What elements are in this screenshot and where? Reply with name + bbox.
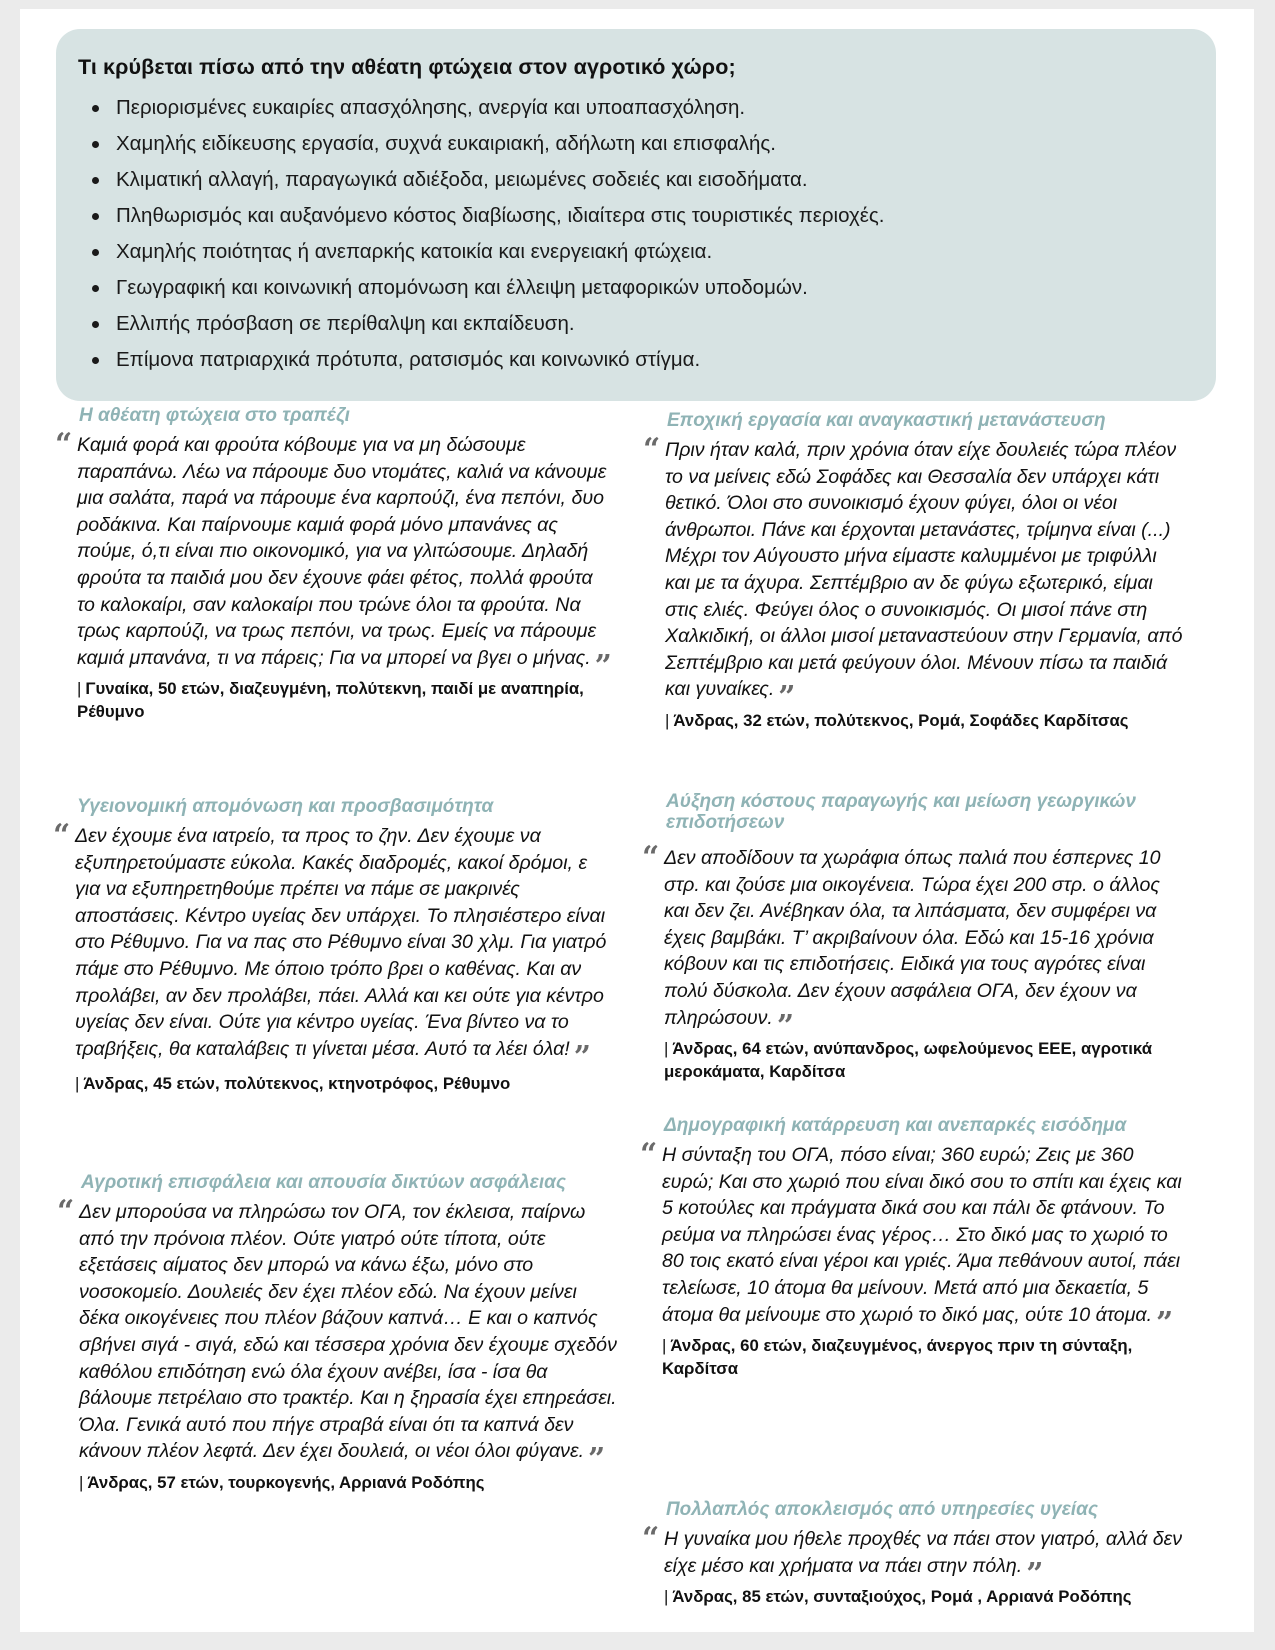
bullet-icon bbox=[92, 213, 99, 220]
bullet-icon bbox=[92, 249, 99, 256]
document-page bbox=[20, 9, 1254, 1632]
intro-bullet: Πληθωρισμός και αυξανόμενο κόστος διαβίωσης, ιδιαίτερα στις τουριστικές περιοχές. bbox=[92, 198, 1194, 234]
intro-bullet: Γεωγραφική και κοινωνική απομόνωση και έλλειψη μεταφορικών υποδομών. bbox=[92, 270, 1194, 306]
section-title: Η αθέατη φτώχεια στο τραπέζι bbox=[79, 405, 350, 426]
intro-bullet: Περιορισμένες ευκαιρίες απασχόλησης, ανεργία και υποαπασχόληση. bbox=[92, 90, 1194, 126]
intro-box bbox=[56, 29, 1216, 401]
quote-section-health-isolation bbox=[53, 796, 613, 1095]
quote-attribution: | Γυναίκα, 50 ετών, διαζευγμένη, πολύτεκνη, παιδί με αναπηρία, Ρέθυμνο bbox=[77, 679, 584, 722]
close-quote-icon: ” bbox=[1156, 1305, 1174, 1341]
quote-section-production-costs bbox=[642, 791, 1182, 1083]
bullet-icon bbox=[92, 285, 99, 292]
section-title: Δημογραφική κατάρρευση και ανεπαρκές εισόδημα bbox=[664, 1115, 1127, 1136]
section-title: Αγροτική επισφάλεια και απουσία δικτύων ασφάλειας bbox=[81, 1172, 567, 1193]
quote-text: “ Δεν μπορούσα να πληρώσω τον ΟΓΑ, τον έκλεισα, παίρνω από την πρόνοια πλέον. Ούτε γιατρό ούτε τίποτα, ούτε εξετάσεις αίματος δεν μπορώ να κάνω έξω, μόνο στο νοσοκομείο. Δουλειές δεν έχει πλέον εδώ. Να έχουν μείνει δέκα οικογένειες που πλέον βάζουν καπνά… Ε και ο καπνός σβήνει σιγά - σιγά, εδώ και τέσσερα χρόνια δεν έχουμε σχεδόν καθόλου επιδότηση ενώ όλα έχουν ανέβει, ίσα - ίσα θα βάλουμε πετρέλαιο στο τρακτέρ. Και η ξηρασία έχει επηρεάσει. Όλα. Γενικά αυτό που πήγε στραβά είναι ότι τα καπνά δεν κάνουν πλέον λεφτά. Δεν έχει δουλειά, οι νέοι όλοι φύγανε. ” bbox=[57, 1194, 617, 1478]
open-quote-icon: “ bbox=[57, 1194, 75, 1229]
intro-bullet: Κλιματική αλλαγή, παραγωγικά αδιέξοδα, μειωμένες σοδειές και εισοδήματα. bbox=[92, 162, 1194, 198]
quote-attribution: | Άνδρας, 85 ετών, συνταξιούχος, Ρομά , Αρριανά Ροδόπης bbox=[664, 1587, 1132, 1607]
intro-bullet: Ελλιπής πρόσβαση σε περίθαλψη και εκπαίδευση. bbox=[92, 306, 1194, 342]
section-title: Υγειονομική απομόνωση και προσβασιμότητα bbox=[77, 796, 494, 817]
intro-bullet: Επίμονα πατριαρχικά πρότυπα, ρατσισμός και κοινωνικό στίγμα. bbox=[92, 342, 1194, 378]
close-quote-icon: ” bbox=[776, 1008, 795, 1044]
quote-section-seasonal-work bbox=[643, 410, 1183, 732]
close-quote-icon: ” bbox=[778, 680, 796, 716]
quote-text: “ Πριν ήταν καλά, πριν χρόνια όταν είχε δουλειές τώρα πλέον το να μείνεις εδώ Σοφάδες και Θεσσαλία δεν υπάρχει κάτι θετικό. Όλοι στο συνοικισμό έχουν φύγει, όλοι οι νέοι άνθρωποι. Πάνε και έρχονται μετανάστες, τρίμηνα είναι (...) Μέχρι τον Αύγουστο μήνα είμαστε καλυμμένοι με τριφύλλι και με τα άχυρα. Σεπτέμβριο αν δε φύγω εξωτερικό, είμαι στις ελιές. Φεύγει όλος ο συνοικισμός. Οι μισοί πάνε στη Χαλκιδική, οι άλλοι μισοί μεταναστεύουν στην Γερμανία, από Σεπτέμβριο και μετά φεύγουν όλοι. Μένουν πίσω τα παιδιά και γυναίκες. ” bbox=[643, 432, 1183, 716]
open-quote-icon: “ bbox=[642, 840, 660, 875]
intro-title: Τι κρύβεται πίσω από την αθέατη φτώχεια στον αγροτικό χώρο; bbox=[78, 55, 736, 79]
quote-attribution: | Άνδρας, 64 ετών, ανύπανδρος, ωφελούμενος ΕΕΕ, αγροτικά μεροκάματα, Καρδίτσα bbox=[664, 1039, 1153, 1082]
quote-text: “ Δεν αποδίδουν τα χωράφια όπως παλιά που έσπερνες 10 στρ. και ζούσε μια οικογένεια. Τώρα έχει 200 στρ. ο άλλος και δεν ζει. Ανέβηκαν όλα, τα λιπάσματα, δεν συμφέρει να έχεις βαμβάκι. Τ’ ακριβαίνουν όλα. Εδώ και 15-16 χρόνια κόβουν και τις επιδοτήσεις. Ειδικά για τους αγρότες είναι πολύ δύσκολα. Δεν έχουν ασφάλεια ΟΓΑ, δεν έχουν να πληρώσουν. ” bbox=[642, 840, 1161, 1044]
bullet-icon bbox=[92, 105, 99, 112]
close-quote-icon: ” bbox=[594, 648, 612, 684]
open-quote-icon: “ bbox=[55, 427, 73, 462]
quote-attribution: | Άνδρας, 57 ετών, τουρκογενής, Αρριανά Ροδόπης bbox=[79, 1472, 485, 1492]
open-quote-icon: “ bbox=[642, 1521, 660, 1556]
intro-bullet: Χαμηλής ειδίκευσης εργασία, συχνά ευκαιριακή, αδήλωτη και επισφαλής. bbox=[92, 126, 1194, 162]
close-quote-icon: ” bbox=[1026, 1556, 1044, 1592]
open-quote-icon: “ bbox=[640, 1137, 658, 1172]
open-quote-icon: “ bbox=[53, 818, 71, 853]
quote-text: “ Δεν έχουμε ένα ιατρείο, τα προς το ζην. Δεν έχουμε να εξυπηρετούμαστε εύκολα. Κακές διαδρομές, κακοί δρόμοι, ε για να εξυπηρετηθούμε πρέπει να πάμε σε μακρινές αποστάσεις. Κέντρο υγείας δεν υπάρχει. Το πλησιέστερο είναι στο Ρέθυμνο. Για να πας στο Ρέθυμνο είναι 30 χλμ. Για γιατρό πάμε στο Ρέθυμνο. Με όποιο τρόπο βρει ο καθένας. Και αν προλάβει, αν δεν προλάβει, πάει. Αλλά και κει ούτε για κέντρο υγείας δεν είναι. Ούτε για κέντρο υγείας. Ένα βίντεο να το τραβήξεις, θα καταλάβεις τι γίνεται μέσα. Αυτό τα λέει όλα! ” bbox=[53, 818, 607, 1075]
intro-bullet-list bbox=[78, 90, 1194, 378]
quote-section-health-exclusion bbox=[642, 1499, 1192, 1608]
quote-attribution: | Άνδρας, 60 ετών, διαζευγμένος, άνεργος πριν τη σύνταξη, Καρδίτσα bbox=[662, 1336, 1133, 1379]
close-quote-icon: ” bbox=[573, 1039, 591, 1075]
bullet-icon bbox=[92, 357, 99, 364]
quote-attribution: | Άνδρας, 45 ετών, πολύτεκνος, κτηνοτρόφος, Ρέθυμνο bbox=[75, 1074, 511, 1094]
quote-text: “ Η σύνταξη του ΟΓΑ, πόσο είναι; 360 ευρώ; Ζεις με 360 ευρώ; Και στο χωριό που είναι δικό σου το σπίτι και έχεις και 5 κοτούλες και πράγματα δικά σου και πάλι δε φτάνουν. Το ρεύμα να πληρώσει ένας γέρος… Στο δικό μας το χωριό το 80 τοις εκατό είναι γέροι και γριές. Άμα πεθάνουν αυτοί, πάει τελείωσε, 10 άτομα θα μείνουν. Μετά από μια δεκαετία, 5 άτομα θα μείνουμε στο χωριό το δικό μας, ούτε 10 άτομα. ” bbox=[640, 1137, 1182, 1341]
intro-bullet: Χαμηλής ποιότητας ή ανεπαρκής κατοικία και ενεργειακή φτώχεια. bbox=[92, 234, 1194, 270]
section-title: Πολλαπλός αποκλεισμός από υπηρεσίες υγείας bbox=[666, 1499, 1098, 1520]
section-title: Εποχική εργασία και αναγκαστική μετανάστευση bbox=[667, 410, 1106, 431]
quote-section-food bbox=[55, 405, 615, 723]
quote-section-demographic-collapse bbox=[640, 1115, 1190, 1380]
section-title: Αύξηση κόστους παραγωγής και μείωση γεωργικών επιδοτήσεων bbox=[666, 791, 1136, 833]
bullet-icon bbox=[92, 321, 99, 328]
bullet-icon bbox=[92, 141, 99, 148]
quote-text: “ Η γυναίκα μου ήθελε προχθές να πάει στον γιατρό, αλλά δεν είχε μέσο και χρήματα να πάει στην πόλη. ” bbox=[642, 1521, 1182, 1592]
quote-text: “ Καμιά φορά και φρούτα κόβουμε για να μη δώσουμε παραπάνω. Λέω να πάρουμε δυο ντομάτες, καλιά να κάνουμε μια σαλάτα, παρά να πάρουμε ένα καρπούζι, ένα πεπόνι, δυο ροδάκινα. Και παίρνουμε καμιά φορά μόνο μπανάνες ας πούμε, ό,τι είναι πιο οικονομικό, για να γλιτώσουμε. Δηλαδή φρούτα τα παιδιά μου δεν έχουνε φάει φέτος, πολλά φρούτα το καλοκαίρι, σαν καλοκαίρι που τρώνε όλοι τα φρούτα. Να τρως καρπούζι, να τρως πεπόνι, να τρως. Εμείς να πάρουμε καμιά μπανάνα, τι να πάρεις; Για να μπορεί να βγει ο μήνας. ” bbox=[55, 427, 612, 684]
quote-attribution: | Άνδρας, 32 ετών, πολύτεκνος, Ρομά, Σοφάδες Καρδίτσας bbox=[665, 710, 1129, 730]
open-quote-icon: “ bbox=[643, 432, 661, 467]
bullet-icon bbox=[92, 177, 99, 184]
close-quote-icon: ” bbox=[588, 1442, 606, 1478]
quote-section-agri-precarity bbox=[57, 1172, 622, 1494]
